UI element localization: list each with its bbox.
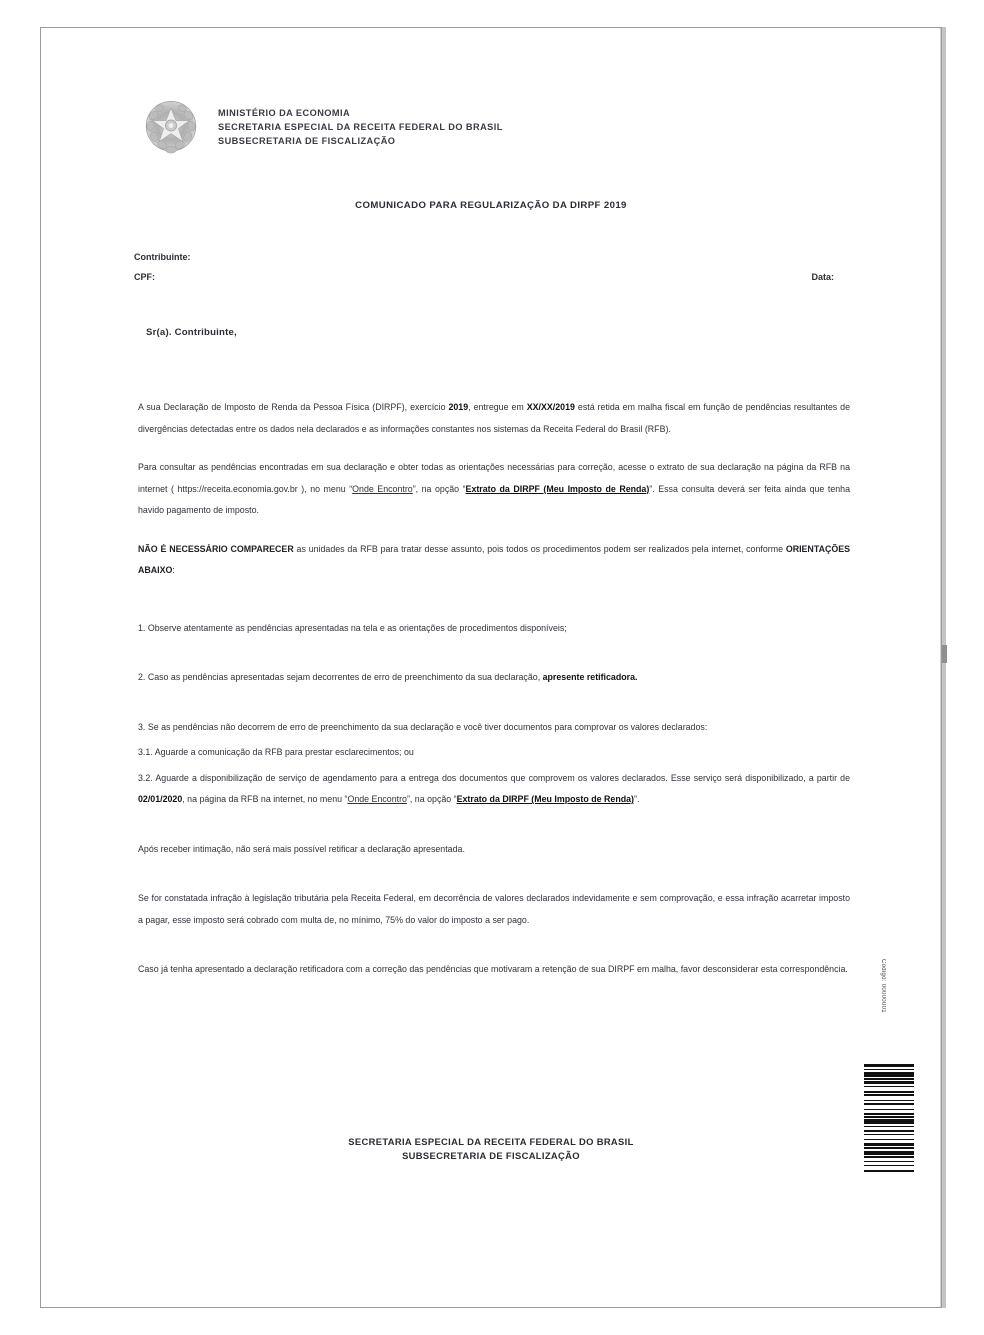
instruction-item-3-1: 3.1. Aguarde a comunicação da RFB para prestar esclarecimentos; ou — [138, 747, 414, 757]
p3-part-a: as unidades da RFB para tratar desse assunto, pois todos os procedimentos podem ser realizados pela internet, conforme — [293, 543, 786, 554]
link-onde-encontro-2[interactable]: Onde Encontro — [347, 794, 407, 804]
org-line-secretariat: SECRETARIA ESPECIAL DA RECEITA FEDERAL DO BRASIL — [218, 122, 503, 133]
barcode-vertical-icon — [864, 1064, 914, 1244]
taxpayer-label: Contribuinte: — [134, 252, 191, 262]
field-row-taxpayer — [134, 247, 834, 267]
paragraph-disregard: Caso já tenha apresentado a declaração retificadora com a correção das pendências que motivaram a retenção de sua DIRPF em malha, favor desconsiderar esta correspondência. — [138, 964, 848, 974]
p3-emphasis-secondary: ORIENTAÇÕES ABAIXO — [138, 543, 851, 575]
signature-line-2: SUBSECRETARIA DE FISCALIZAÇÃO — [402, 1150, 580, 1161]
signature-line-1: SECRETARIA ESPECIAL DA RECEITA FEDERAL DO BRASIL — [348, 1136, 634, 1147]
p2-part-c: ”, na opção “ — [412, 483, 466, 494]
link-extrato-dirpf-2[interactable]: Extrato da DIRPF (Meu Imposto de Renda) — [456, 794, 634, 804]
instruction-item-1: 1. Observe atentamente as pendências apresentadas na tela e as orientações de procedimentos disponíveis; — [138, 622, 567, 633]
paragraph-after-summons: Após receber intimação, não será mais possível retificar a declaração apresentada. — [138, 843, 465, 854]
date-label: Data: — [811, 272, 834, 282]
instruction-item-3-2 — [138, 768, 850, 811]
p5-part-b: do valor do imposto a ser pago. — [402, 914, 530, 925]
item32-part-c: ”, na opção “ — [406, 794, 457, 804]
document-header — [140, 97, 503, 159]
paragraph-consult — [138, 457, 850, 522]
item32-part-d: ”. — [634, 794, 640, 804]
item32-part-b: , na página da RFB na internet, no menu “ — [182, 794, 348, 804]
instruction-item-2 — [138, 667, 850, 689]
item32-availability-date: 02/01/2020 — [138, 794, 183, 804]
p1-delivery-date: XX/XX/2019 — [526, 402, 575, 412]
paragraph-declaration — [138, 397, 850, 440]
p5-part-a: Se for constatada infração à legislação tributária pela Receita Federal, em decorrência de valores declarados indevidamente e sem comprovação, e essa infração acarretar imposto a pagar, esse imposto será cobrado com multa de, no mínimo, — [138, 893, 850, 925]
org-line-subsecretariat: SUBSECRETARIA DE FISCALIZAÇÃO — [218, 136, 396, 147]
p1-part-c: está retida em malha fiscal em função de pendências resultantes de divergências detectadas entre os dados nela declarados e as informações constantes nos sistemas da Receita Federal do Brasil (RFB). — [138, 402, 850, 434]
p1-part-b: , entregue em — [468, 402, 527, 412]
item2-part-a: 2. Caso as pendências apresentadas sejam decorrentes de erro de preenchimento da sua declaração, — [138, 672, 543, 682]
paragraph-penalty — [138, 888, 850, 931]
cpf-label: CPF: — [134, 272, 155, 282]
field-row-cpf — [134, 267, 834, 287]
link-extrato-dirpf[interactable]: Extrato da DIRPF (Meu Imposto de Renda) — [465, 483, 650, 494]
p1-part-a: A sua Declaração de Imposto de Renda da Pessoa Física (DIRPF), exercício — [138, 402, 449, 412]
p3-emphasis-primary: NÃO É NECESSÁRIO COMPARECER — [138, 543, 294, 554]
org-line-ministry: MINISTÉRIO DA ECONOMIA — [218, 108, 351, 118]
item2-emphasis: apresente retificadora. — [542, 672, 638, 682]
taxpayer-field-block — [134, 247, 834, 287]
document-body — [138, 397, 850, 998]
item32-part-a: 3.2. Aguarde a disponibilização de serviço de agendamento para a entrega dos documentos que comprovem os valores declarados. Esse serviço será disponibilizado, a partir de — [138, 772, 850, 783]
document-page — [40, 27, 942, 1308]
paragraph-no-attendance — [138, 539, 850, 582]
document-title: COMUNICADO PARA REGULARIZAÇÃO DA DIRPF 2019 — [355, 200, 627, 211]
brazil-coat-of-arms-icon — [140, 97, 202, 159]
p2-part-b: ), no menu “ — [297, 483, 353, 494]
document-sheet — [42, 29, 940, 1306]
instruction-item-3: 3. Se as pendências não decorrem de erro de preenchimento da sua declaração e você tiver documentos para comprovar os valores declarados: — [138, 721, 708, 732]
organization-lines — [218, 97, 503, 149]
barcode-caption: Código: 00000001 — [880, 959, 886, 1013]
greeting-line: Sr(a). Contribuinte, — [146, 327, 237, 338]
p1-exercise-year: 2019 — [448, 402, 469, 412]
scrollbar-track[interactable] — [942, 27, 946, 1308]
link-onde-encontro[interactable]: Onde Encontro — [352, 483, 413, 494]
rfb-website-url[interactable]: https://receita.economia.gov.br — [177, 483, 298, 494]
p3-part-b: : — [172, 565, 175, 575]
p2-part-d: ”. Essa consulta deverá ser feita ainda que tenha havido pagamento de imposto. — [138, 483, 851, 515]
p2-part-a: Para consultar as pendências encontradas em sua declaração e obter todas as orientações necessárias para correção, acesse o extrato de sua declaração na página da RFB na internet ( — [138, 462, 850, 494]
penalty-percentage: 75% — [385, 914, 403, 925]
signature-block — [42, 1135, 940, 1163]
